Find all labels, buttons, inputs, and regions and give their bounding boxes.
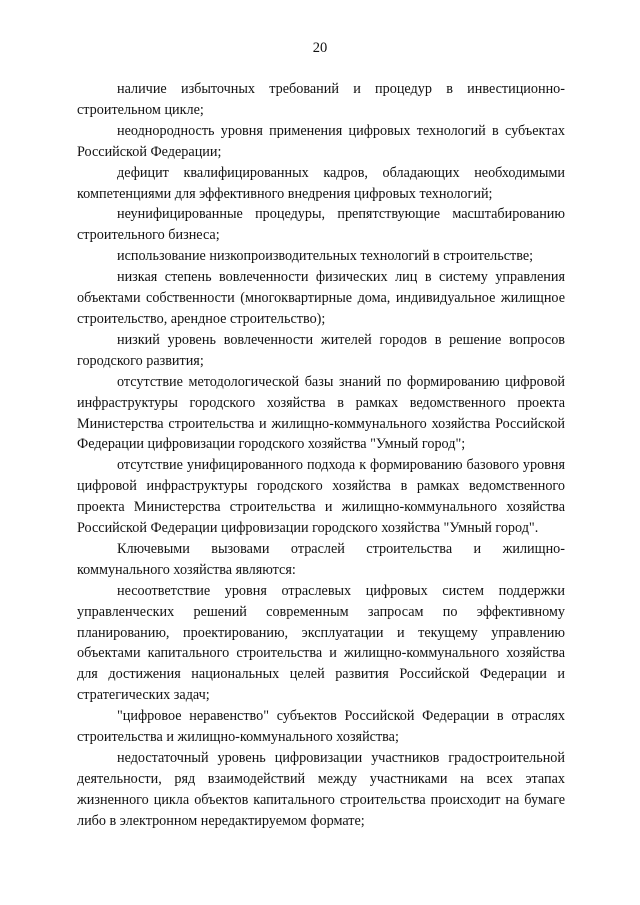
paragraph: отсутствие унифицированного подхода к формированию базового уровня цифровой инфраструктуры городского хозяйства в рамках ведомственного проекта Министерства строительства и жилищно-коммунального хозяйства Российской Федерации цифровизации городского хозяйства "Умный город". [77, 457, 565, 537]
paragraph: недостаточный уровень цифровизации участников градостроительной деятельности, ряд взаимодействий между участниками на всех этапах жизненного цикла объектов капитального строительства происходит на бумаге либо в электронном нередактируемом формате; [77, 750, 565, 829]
paragraph: неунифицированные процедуры, препятствующие масштабированию строительного бизнеса; [77, 206, 565, 244]
body-text [77, 79, 565, 832]
paragraph: несоответствие уровня отраслевых цифровых систем поддержки управленческих решений современным запросам по эффективному планированию, проектированию, эксплуатации и текущему управлению объектами капитального строительства и жилищно-коммунального хозяйства для достижения национальных целей развития Российской Федерации и стратегических задач; [77, 582, 565, 704]
paragraph: низкая степень вовлеченности физических лиц в систему управления объектами собственности (многоквартирные дома, индивидуальное жилищное строительство, арендное строительство); [77, 269, 565, 327]
paragraph: "цифровое неравенство" субъектов Российской Федерации в отраслях строительства и жилищно-коммунального хозяйства; [77, 708, 565, 746]
paragraph: Ключевыми вызовами отраслей строительства и жилищно-коммунального хозяйства являются: [77, 540, 565, 578]
paragraph: неоднородность уровня применения цифровых технологий в субъектах Российской Федерации; [77, 122, 565, 160]
paragraph: низкий уровень вовлеченности жителей городов в решение вопросов городского развития; [77, 331, 565, 369]
paragraph: наличие избыточных требований и процедур в инвестиционно-строительном цикле; [77, 81, 565, 118]
paragraph: использование низкопроизводительных технологий в строительстве; [117, 248, 534, 265]
page-number: 20 [312, 40, 328, 56]
paragraph: отсутствие методологической базы знаний по формированию цифровой инфраструктуры городского хозяйства в рамках ведомственного проекта Министерства строительства и жилищно-коммунального хозяйства Российской Федерации цифровизации городского хозяйства "Умный город"; [77, 373, 565, 453]
paragraph: дефицит квалифицированных кадров, обладающих необходимыми компетенциями для эффективного внедрения цифровых технологий; [77, 164, 565, 202]
